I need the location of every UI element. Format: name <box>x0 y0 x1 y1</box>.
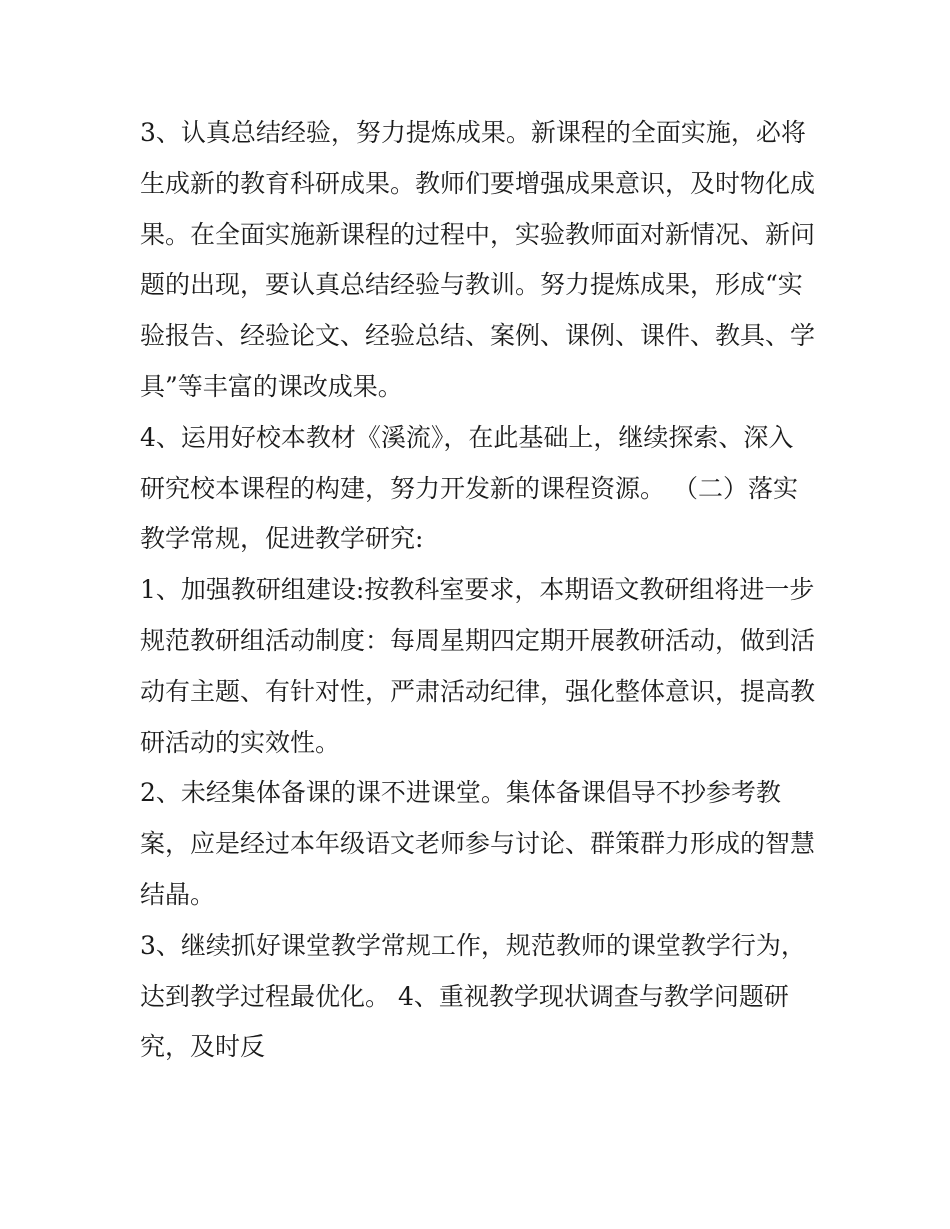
text-line-7: 4、运用好校本教材《溪流》，在此基础上，继续探索、深入 <box>140 422 794 452</box>
text-line-6: 具”等丰富的课改成果。 <box>140 371 403 401</box>
text-line-16: 结晶。 <box>140 879 216 909</box>
text-line-13: 研活动的实效性。 <box>140 727 341 757</box>
text-line-15: 案，应是经过本年级语文老师参与讨论、群策群力形成的智慧 <box>140 829 816 859</box>
text-line-8: 研究校本课程的构建，努力开发新的课程资源。 （二）落实 <box>140 473 798 503</box>
text-line-12: 动有主题、有针对性，严肃活动纪律，强化整体意识，提高教 <box>140 676 816 706</box>
text-line-3: 果。在全面实施新课程的过程中，实验教师面对新情况、新问 <box>140 219 816 249</box>
text-line-10: 1、加强教研组建设:按教科室要求，本期语文教研组将进一步 <box>140 575 815 605</box>
text-line-14: 2、未经集体备课的课不进课堂。集体备课倡导不抄参考教 <box>140 778 781 808</box>
body-text <box>140 108 820 1073</box>
text-line-1: 3、认真总结经验，努力提炼成果。新课程的全面实施，必将 <box>140 118 806 147</box>
text-line-4: 题的出现，要认真总结经验与教训。努力提炼成果，形成“实 <box>140 270 803 300</box>
text-line-11: 规范教研组活动制度：每周星期四定期开展教研活动，做到活 <box>140 625 816 655</box>
text-line-2: 生成新的教育科研成果。教师们要增强成果意识，及时物化成 <box>140 168 816 198</box>
text-line-18: 达到教学过程最优化。 4、重视教学现状调查与教学问题研 <box>140 981 789 1011</box>
text-line-17: 3、继续抓好课堂教学常规工作，规范教师的课堂教学行为， <box>140 930 806 960</box>
text-line-19: 究，及时反 <box>140 1032 266 1062</box>
text-line-5: 验报告、经验论文、经验总结、案例、课例、课件、教具、学 <box>140 321 816 351</box>
text-line-9: 教学常规，促进教学研究: <box>140 524 424 554</box>
